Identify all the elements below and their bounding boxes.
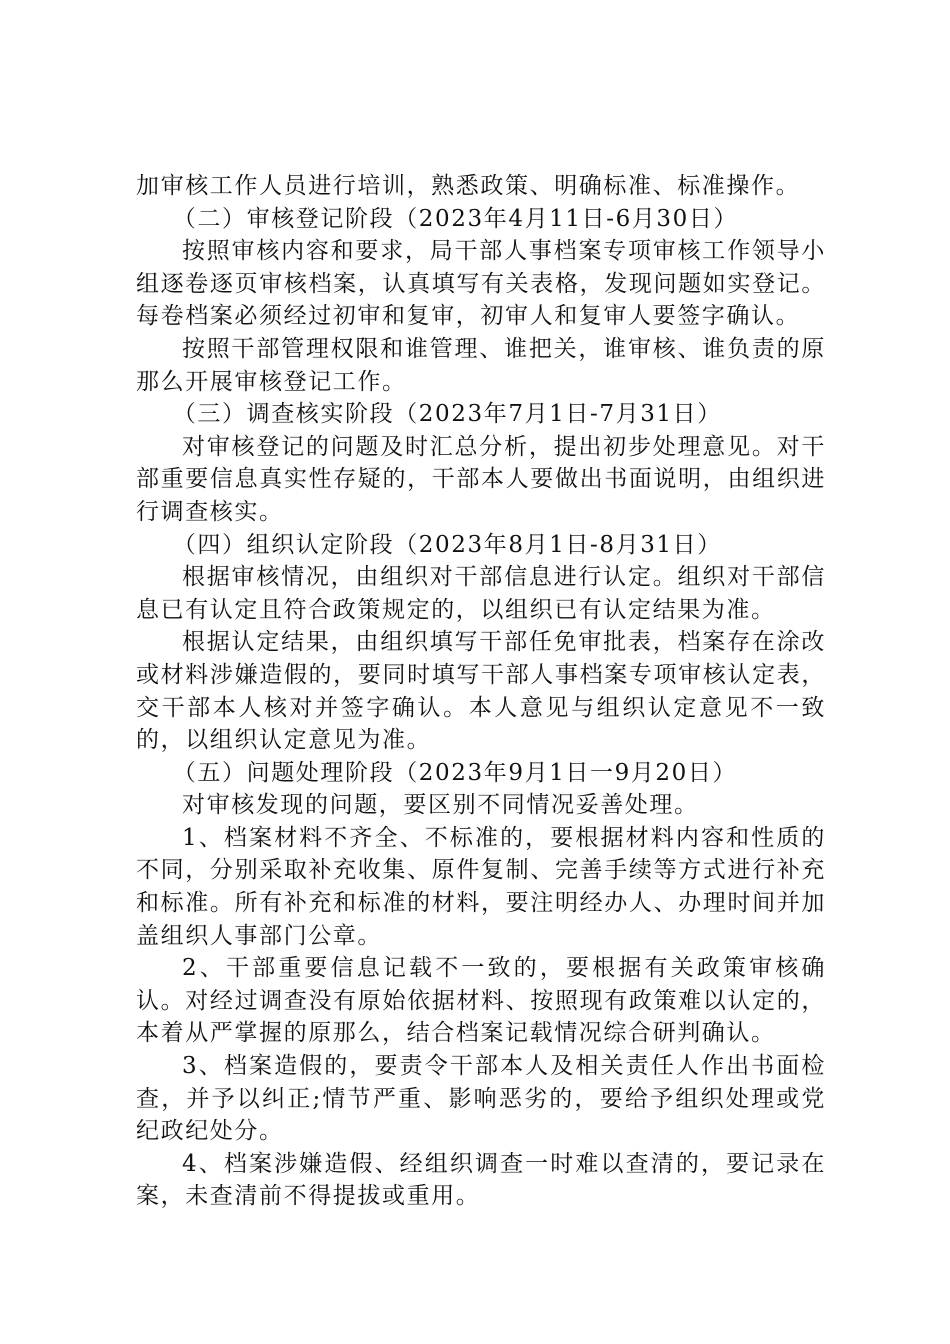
paragraph-item-4: 4、档案涉嫌造假、经组织调查一时难以查清的，要记录在案，未查清前不得提拔或重用。 — [136, 1150, 826, 1210]
heading-registration-stage: （二）审核登记阶段（2023年4月11日-6月30日） — [172, 205, 739, 232]
paragraph-item-1: 1、档案材料不齐全、不标准的，要根据材料内容和性质的不同，分别采取补充收集、原件复制、完善手续等方式进行补充和标准。所有补充和标准的材料，要注明经办人、办理时间并加盖组织人事部门公章。 — [136, 824, 826, 949]
heading-investigation-stage: （三）调查核实阶段（2023年7月1日-7月31日） — [172, 401, 722, 428]
paragraph-investigation: 对审核登记的问题及时汇总分析，提出初步处理意见。对干部重要信息真实性存疑的，干部本人要做出书面说明，由组织进行调查核实。 — [136, 433, 826, 525]
paragraph-determination: 根据审核情况，由组织对干部信息进行认定。组织对干部信息已有认定且符合政策规定的，以组织已有认定结果为准。 — [136, 564, 826, 623]
document-page — [136, 170, 826, 1213]
paragraph-management-authority: 按照干部管理权限和谁管理、谁把关，谁审核、谁负责的原那么开展审核登记工作。 — [136, 335, 826, 395]
paragraph-determination-result: 根据认定结果，由组织填写干部任免审批表，档案存在涂改或材料涉嫌造假的，要同时填写干部人事档案专项审核认定表，交干部本人核对并签字确认。本人意见与组织认定意见不一致的，以组织认定意见为准。 — [136, 629, 826, 754]
paragraph-training-continuation: 加审核工作人员进行培训，熟悉政策、明确标准、标准操作。 — [136, 173, 801, 199]
paragraph-item-3: 3、档案造假的，要责令干部本人及相关责任人作出书面检查，并予以纠正;情节严重、影响恶劣的，要给予组织处理或党纪政纪处分。 — [136, 1053, 826, 1145]
heading-handling-stage: （五）问题处理阶段（2023年9月1日一9月20日） — [172, 759, 738, 786]
paragraph-item-2: 2、干部重要信息记载不一致的，要根据有关政策审核确认。对经过调查没有原始依据材料、按照现有政策难以认定的，本着从严掌握的原那么，结合档案记载情况综合研判确认。 — [136, 955, 826, 1047]
paragraph-review-procedure: 按照审核内容和要求，局干部人事档案专项审核工作领导小组逐卷逐页审核档案，认真填写有关表格，发现问题如实登记。每卷档案必须经过初审和复审，初审人和复审人要签字确认。 — [136, 238, 826, 330]
heading-determination-stage: （四）组织认定阶段（2023年8月1日-8月31日） — [172, 531, 722, 558]
paragraph-handling-intro: 对审核发现的问题，要区别不同情况妥善处理。 — [182, 792, 699, 819]
